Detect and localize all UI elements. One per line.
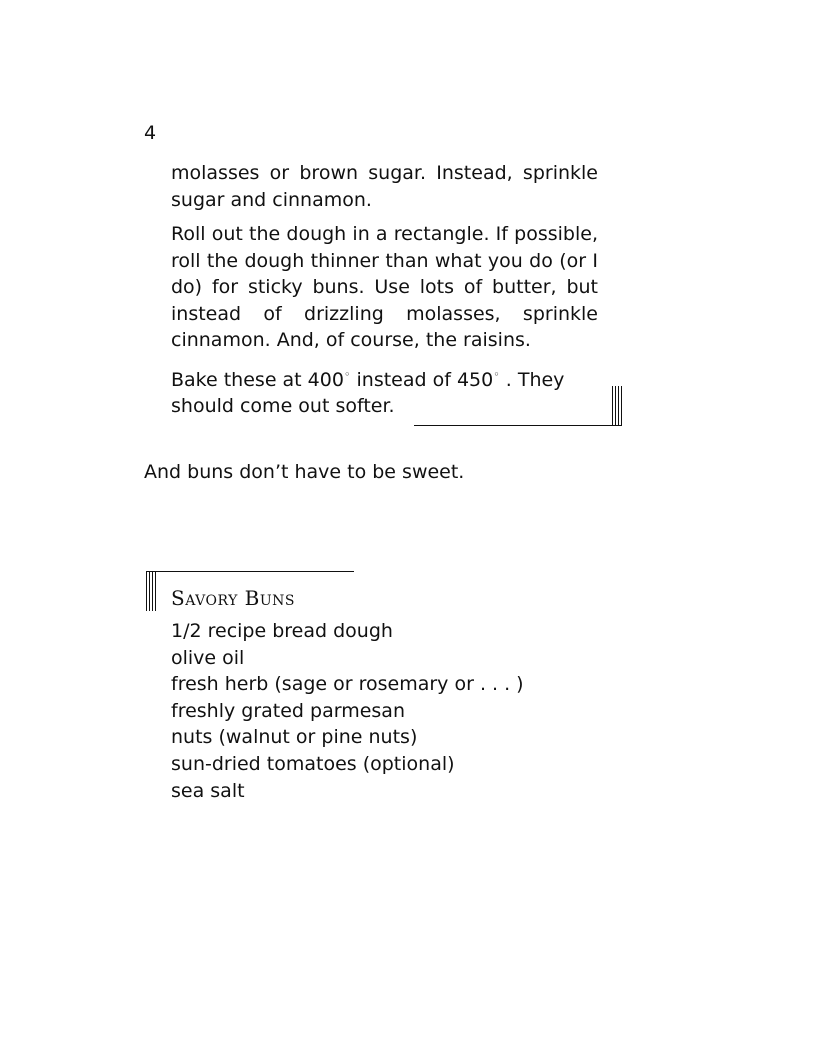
corner-bar <box>612 386 613 426</box>
ingredient-item: sun-dried tomatoes (optional) <box>171 752 455 775</box>
corner-bar <box>146 571 147 611</box>
corner-bar <box>149 571 150 611</box>
instruction-text: Bake these at 400 <box>171 368 344 391</box>
recipe-instructions-continued <box>171 160 598 420</box>
ingredient-item: freshly grated parmesan <box>171 699 405 722</box>
instruction-paragraph <box>171 362 598 420</box>
ingredient-item: nuts (walnut or pine nuts) <box>171 726 418 749</box>
degree-symbol: ◦ <box>493 367 500 381</box>
instruction-text: instead of 450 <box>350 368 494 391</box>
box-corner-bars <box>146 571 157 611</box>
corner-bar <box>621 386 622 426</box>
corner-bar <box>152 571 153 611</box>
ingredient-list <box>171 618 524 804</box>
corner-bar <box>618 386 619 426</box>
ingredient-item: olive oil <box>171 646 245 669</box>
page-number: 4 <box>144 122 157 144</box>
instruction-paragraph: Roll out the dough in a rectangle. If possible, roll the dough thinner than what you do (or I do) for sticky buns. Use lots of butter, but instead of drizzling molasses, sprinkle cinnamon. And, of course, the raisins. <box>171 223 598 351</box>
instruction-paragraph: molasses or brown sugar. Instead, sprinkle sugar and cinnamon. <box>171 162 598 211</box>
recipe-title: Savory Buns <box>171 586 296 610</box>
box-bottom-rule <box>414 425 622 426</box>
body-paragraph: And buns don’t have to be sweet. <box>144 461 465 483</box>
corner-bar <box>615 386 616 426</box>
corner-bar <box>155 571 156 611</box>
instruction-text: . They should come out softer. <box>171 368 565 417</box>
degree-symbol: ◦ <box>343 367 351 381</box>
ingredient-item: sea salt <box>171 779 245 802</box>
box-top-rule <box>147 571 354 572</box>
box-corner-bars <box>612 386 623 426</box>
ingredient-item: 1/2 recipe bread dough <box>171 620 393 642</box>
ingredient-item: fresh herb (sage or rosemary or . . . ) <box>171 673 524 696</box>
